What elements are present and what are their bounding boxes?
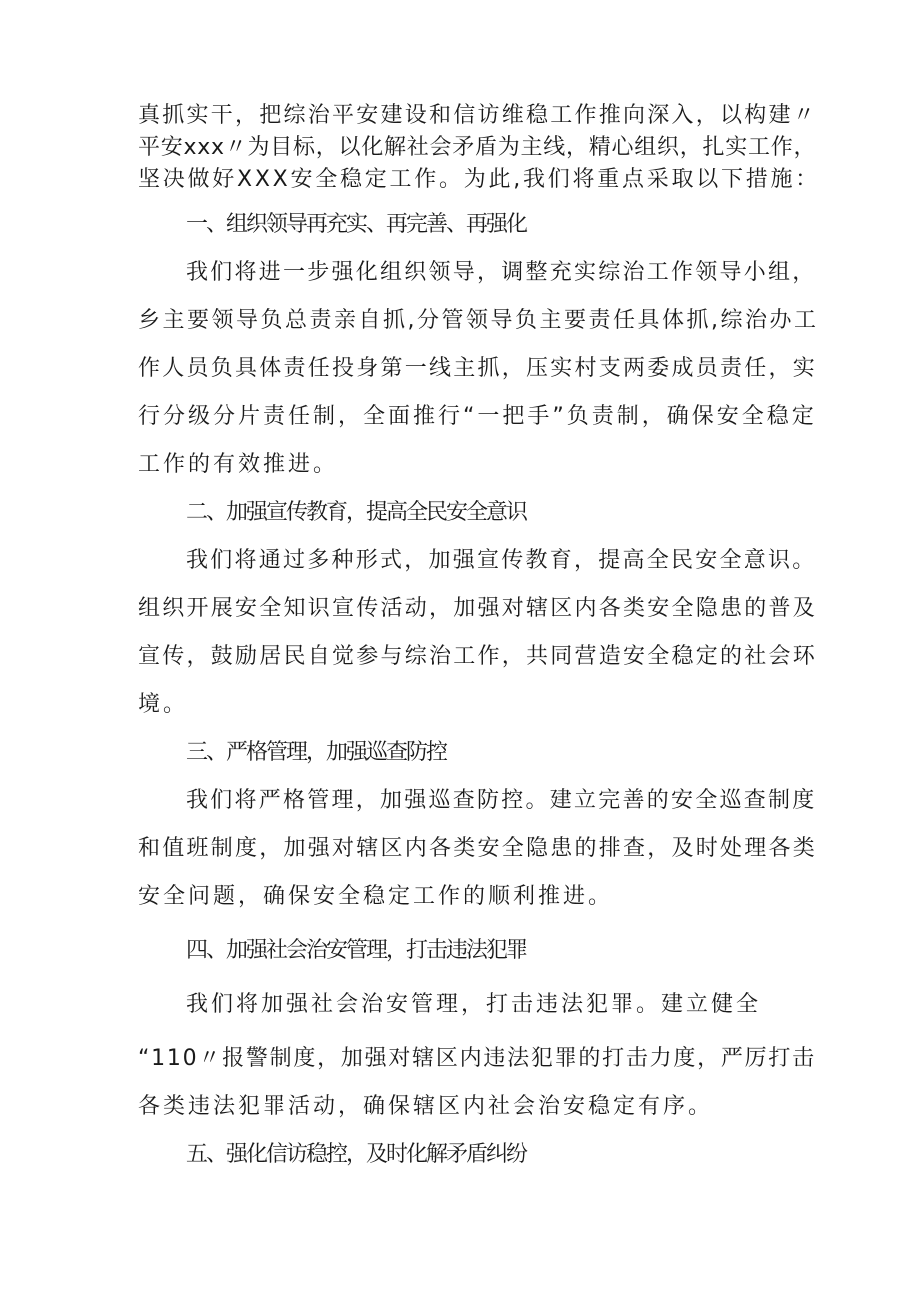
paragraph-line: 作人员负具体责任投身第一线主抓，压实村支两委成员责任，实 xyxy=(138,356,818,381)
paragraph-line: 平安xxx〃为目标，以化解社会矛盾为主线，精心组织，扎实工作， xyxy=(138,135,817,160)
paragraph-line: 乡主要领导负总责亲自抓,分管领导负主要责任具体抓,综治办工 xyxy=(138,308,819,333)
paragraph-line: 我们将严格管理，加强巡查防控。建立完善的安全巡查制度 xyxy=(186,788,817,813)
paragraph-line: 宣传，鼓励居民自觉参与综治工作，共同营造安全稳定的社会环 xyxy=(138,644,818,669)
paragraph-line: 安全问题，确保安全稳定工作的顺利推进。 xyxy=(138,884,614,909)
paragraph-line: 我们将通过多种形式，加强宣传教育，提高全民安全意识。 xyxy=(186,548,817,573)
section-heading-4: 四、加强社会治安管理，打击违法犯罪 xyxy=(186,938,527,963)
section-heading-2: 二、加强宣传教育，提高全民安全意识 xyxy=(186,500,527,525)
paragraph-line: 各类违法犯罪活动，确保辖区内社会治安稳定有序。 xyxy=(138,1094,714,1119)
paragraph-line: 组织开展安全知识宣传活动，加强对辖区内各类安全隐患的普及 xyxy=(138,596,818,621)
section-heading-1: 一、组织领导再充实、再完善、再强化 xyxy=(186,212,527,237)
paragraph-line: “110〃报警制度，加强对辖区内违法犯罪的打击力度，严厉打击 xyxy=(138,1046,816,1071)
section-heading-5: 五、强化信访稳控，及时化解矛盾纠纷 xyxy=(186,1142,527,1167)
paragraph-line: 和值班制度，加强对辖区内各类安全隐患的排查，及时处理各类 xyxy=(138,836,818,861)
paragraph-line: 行分级分片责任制，全面推行“一把手”负责制，确保安全稳定 xyxy=(138,404,817,429)
paragraph-line: 我们将进一步强化组织领导，调整充实综治工作领导小组， xyxy=(186,260,817,285)
paragraph-line: 真抓实干，把综治平安建设和信访维稳工作推向深入，以构建〃 xyxy=(138,103,818,128)
paragraph-line: 境。 xyxy=(138,692,189,717)
paragraph-line: 我们将加强社会治安管理，打击违法犯罪。建立健全 xyxy=(186,992,762,1017)
section-heading-3: 三、严格管理，加强巡查防控 xyxy=(186,740,447,765)
paragraph-line: 坚决做好XXX安全稳定工作。为此,我们将重点采取以下措施： xyxy=(138,167,820,192)
paragraph-line: 工作的有效推进。 xyxy=(138,452,339,477)
